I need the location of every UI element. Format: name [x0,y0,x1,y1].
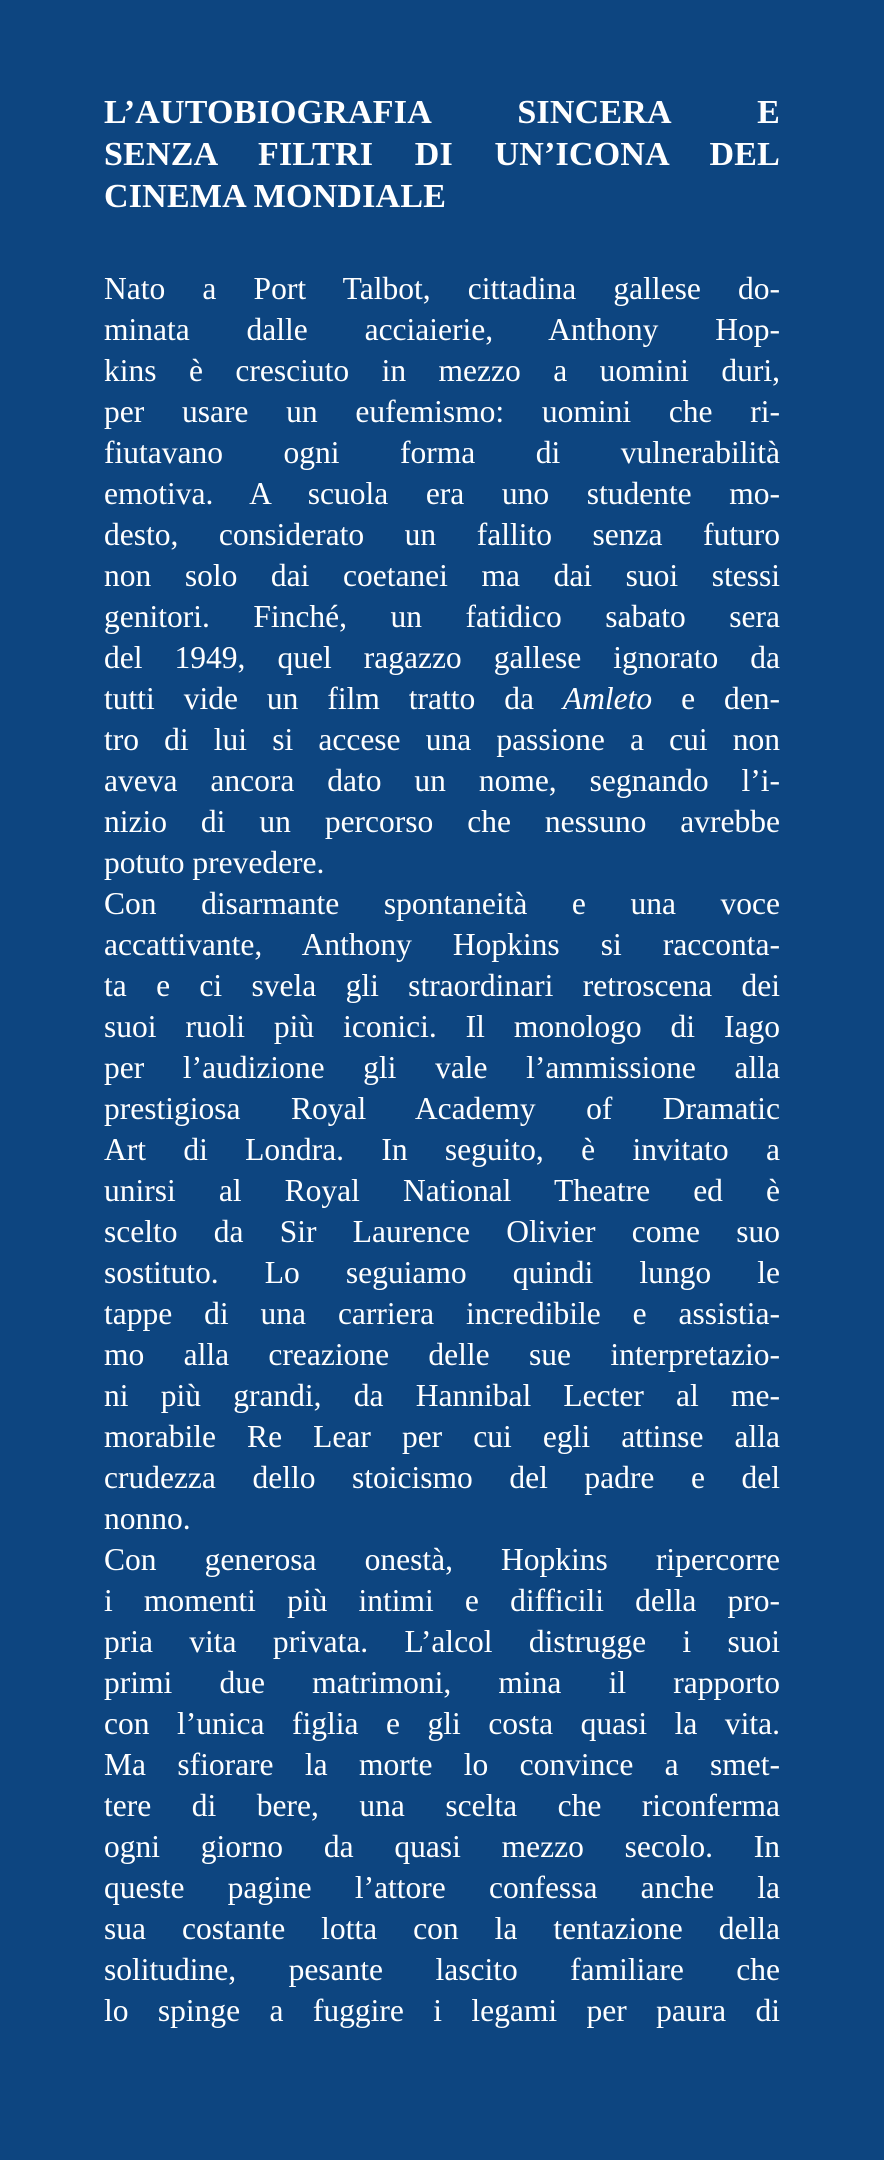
text-line: tro di lui si accese una passione a cui non [104,722,780,757]
text-line: crudezza dello stoicismo del padre e del [104,1460,780,1495]
text-line: mo alla creazione delle sue interpretazio- [104,1337,780,1372]
text-line: non solo dai coetanei ma dai suoi stessi [104,558,780,593]
text-line: sua costante lotta con la tentazione della [104,1911,780,1946]
text-line: nonno. [104,1501,191,1536]
text-line: desto, considerato un fallito senza futuro [104,517,780,552]
text-line: ta e ci svela gli straordinari retroscena dei [104,968,780,1003]
text-line: lo spinge a fuggire i legami per paura di [104,1993,780,2028]
paragraph-2 [104,883,780,1539]
text-run: tutti vide un film tratto da [104,681,563,716]
text-line: scelto da Sir Laurence Olivier come suo [104,1214,780,1249]
text-line: solitudine, pesante lascito familiare che [104,1952,780,1987]
heading-line: CINEMA MONDIALE [104,178,447,215]
text-line: morabile Re Lear per cui egli attinse alla [104,1419,780,1454]
text-line: i momenti più intimi e difficili della pro- [104,1583,780,1618]
heading-line: SENZA FILTRI DI UN’ICONA DEL [104,136,780,173]
book-title-italic: Amleto [562,681,653,716]
text-line: del 1949, quel ragazzo gallese ignorato da [104,640,780,675]
text-line: ogni giorno da quasi mezzo secolo. In [104,1829,780,1864]
text-line: suoi ruoli più iconici. Il monologo di Iago [104,1009,780,1044]
text-line: queste pagine l’attore confessa anche la [104,1870,780,1905]
text-line: prestigiosa Royal Academy of Dramatic [104,1091,780,1126]
text-line: per usare un eufemismo: uomini che ri- [104,394,780,429]
text-line: fiutavano ogni forma di vulnerabilità [104,435,780,470]
text-line: emotiva. A scuola era uno studente mo- [104,476,780,511]
text-line: aveva ancora dato un nome, segnando l’i- [104,763,780,798]
text-line: Art di Londra. In seguito, è invitato a [104,1132,780,1167]
back-cover-text-block [104,92,780,2031]
text-line: Con disarmante spontaneità e una voce [104,886,780,921]
text-line: potuto prevedere. [104,845,325,880]
text-line: genitori. Finché, un fatidico sabato sera [104,599,780,634]
text-line: per l’audizione gli vale l’ammissione alla [104,1050,780,1085]
paragraph-3 [104,1539,780,2031]
heading-line: L’AUTOBIOGRAFIA SINCERA E [104,94,780,131]
blurb-body [104,268,780,2031]
text-line: Con generosa onestà, Hopkins ripercorre [104,1542,780,1577]
text-line: accattivante, Anthony Hopkins si racconta- [104,927,780,962]
text-line: sostituto. Lo seguiamo quindi lungo le [104,1255,780,1290]
paragraph-1 [104,268,780,883]
text-line: minata dalle acciaierie, Anthony Hop- [104,312,780,347]
text-line: tappe di una carriera incredibile e assistia- [104,1296,780,1331]
text-line: Ma sfiorare la morte lo convince a smet- [104,1747,780,1782]
text-line: ni più grandi, da Hannibal Lecter al me- [104,1378,780,1413]
text-line: tere di bere, una scelta che riconferma [104,1788,780,1823]
text-line: con l’unica figlia e gli costa quasi la vita. [104,1706,780,1741]
text-line: Nato a Port Talbot, cittadina gallese do- [104,271,780,306]
text-line: kins è cresciuto in mezzo a uomini duri, [104,353,780,388]
text-run: e den- [652,681,780,716]
text-line: pria vita privata. L’alcol distrugge i suoi [104,1624,780,1659]
text-line: primi due matrimoni, mina il rapporto [104,1665,780,1700]
text-line: unirsi al Royal National Theatre ed è [104,1173,780,1208]
blurb-heading [104,92,780,218]
text-line [104,678,780,719]
text-line: nizio di un percorso che nessuno avrebbe [104,804,780,839]
